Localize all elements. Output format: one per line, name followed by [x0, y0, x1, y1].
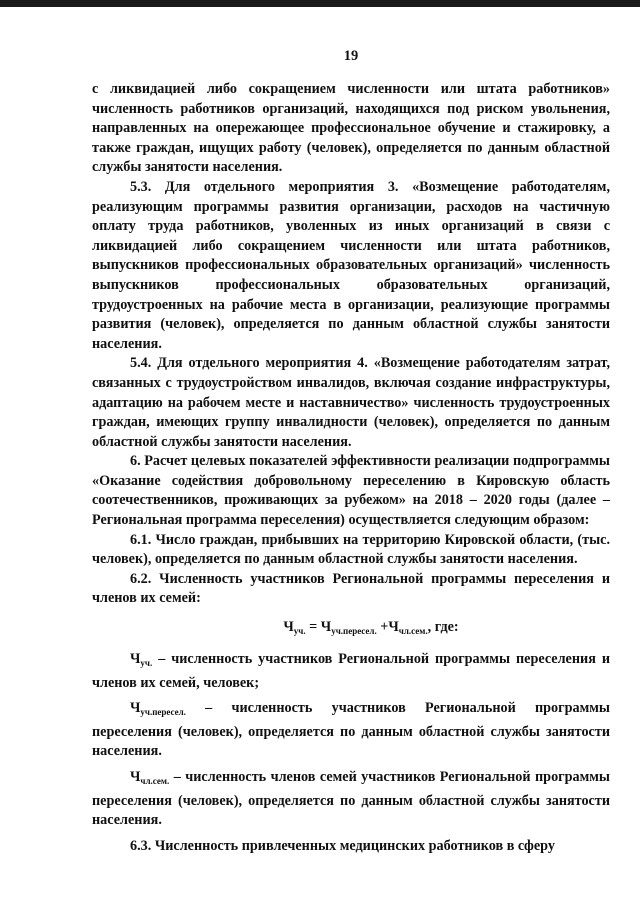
paragraph-5-3: 5.3. Для отдельного мероприятия 3. «Возмещение работодателям, реализующим программы развития организации, расходов на частичную оплату труда работников, уволенных из иных организаций в связи с ликвидацией либо сокращением численности или штата работников, выпускников профессиональных образовательных организаций» численность выпускников профессиональных образовательных организаций, трудоустроенных на рабочие места в организации, реализующие программы развития (человек), определяется по данным областной службы занятости населения. [92, 178, 610, 352]
def2-symbol-sub: уч.пересел. [140, 707, 186, 718]
formula-term1-sub: уч.пересел. [331, 626, 377, 637]
paragraph-6-2: 6.2. Численность участников Региональной программы переселения и членов их семей: [92, 570, 610, 607]
paragraph-6: 6. Расчет целевых показателей эффективности реализации подпрограммы «Оказание содействия добровольному переселению в Кировскую область соотечественников, проживающих за рубежом» на 2018 – 2020 годы (далее – Региональная программа переселения) осуществляется следующим образом: [92, 453, 610, 529]
formula-term1: Ч [320, 619, 332, 636]
formula-term2: Ч [388, 619, 399, 636]
paragraph-5-4: 5.4. Для отдельного мероприятия 4. «Возмещение работодателям затрат, связанных с трудоустройством инвалидов, включая создание инфраструктуры, адаптацию на рабочем месте и наставничество» численность трудоустроенных граждан, имеющих группу инвалидности (человек), определяется по данным областной службы занятости населения. [92, 355, 610, 450]
def1-symbol: Ч [130, 651, 141, 668]
paragraph-6-3: 6.3. Численность привлеченных медицинских работников в сферу [130, 837, 555, 854]
formula-equals: = [305, 619, 321, 636]
def3-symbol: Ч [130, 769, 141, 785]
formula-lhs-sub: уч. [293, 626, 306, 637]
formula-term2-sub: чл.сем. [398, 626, 428, 637]
def1-text: – численность участников Региональной программы переселения и членов их семей, человек; [92, 651, 610, 691]
def1-symbol-sub: уч. [140, 658, 153, 669]
formula-plus: + [376, 619, 389, 636]
def3-text: – численность членов семей участников Региональной программы переселения (человек), определяется по данным областной службы занятости населения. [92, 769, 610, 829]
definition-2 [92, 699, 610, 762]
def2-text: – численность участников Региональной программы переселения (человек), определяется по данным областной службы занятости населения. [92, 700, 610, 760]
scan-top-border [0, 0, 640, 7]
formula-tail: , где: [427, 619, 459, 636]
def2-symbol: Ч [130, 700, 141, 717]
definition-3 [92, 768, 610, 831]
paragraph-1: с ликвидацией либо сокращением численности или штата работников» численность работников организаций, находящихся под риском увольнения, направленных на опережающее профессиональное обучение и стажировку, а также граждан, ищущих работу (человек), определяется по данным областной службы занятости населения. [92, 81, 610, 176]
paragraph-6-1: 6.1. Число граждан, прибывших на территорию Кировской области, (тыс. человек), определяется по данным областной службы занятости населения. [92, 531, 610, 568]
formula-lhs: Ч [283, 619, 294, 636]
def3-symbol-sub: чл.сем. [140, 776, 170, 786]
formula [132, 619, 610, 636]
definition-1 [92, 650, 610, 693]
page-number: 19 [343, 48, 359, 64]
